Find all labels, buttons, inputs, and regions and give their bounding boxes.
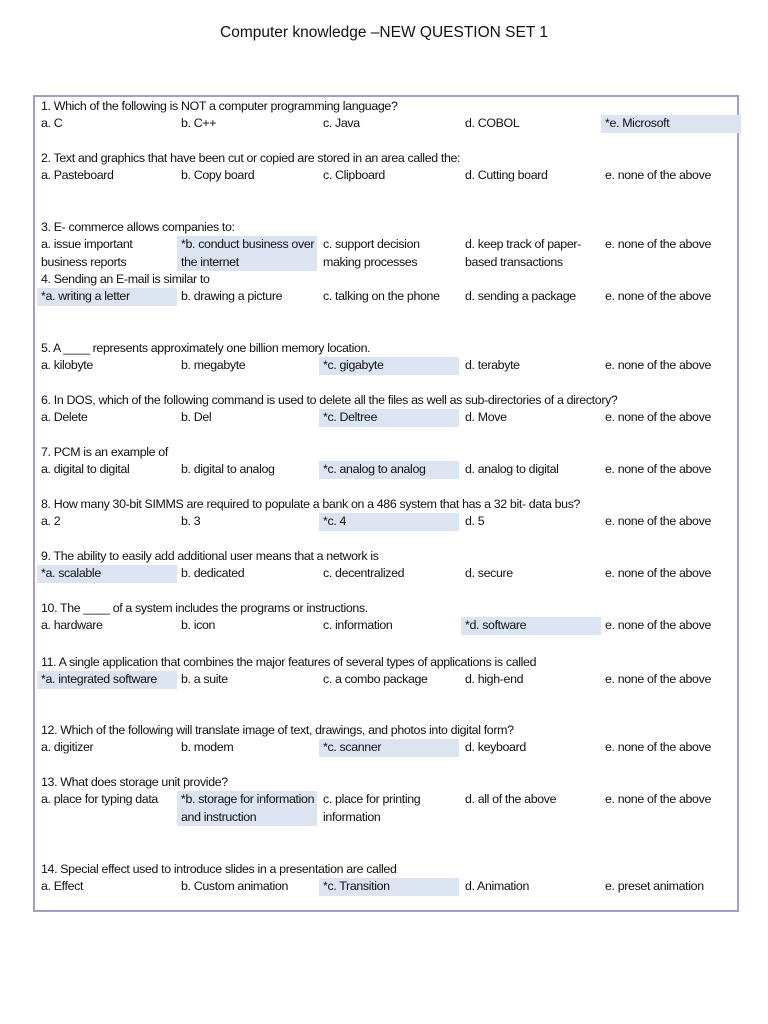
answer-option: d. Animation	[465, 879, 529, 893]
answer-option: a. C	[41, 116, 63, 130]
answer-option: d. terabyte	[465, 358, 520, 372]
correct-answer-option: *c. scanner	[319, 739, 459, 757]
question-text: 3. E- commerce allows companies to:	[41, 220, 235, 234]
question-text: 11. A single application that combines the major features of several types of applications is called	[41, 655, 537, 669]
question-text: 8. How many 30-bit SIMMS are required to populate a bank on a 486 system that has a 32 bit- data bus?	[41, 497, 581, 511]
correct-answer-option: *a. integrated software	[37, 671, 177, 689]
answer-option: b. Copy board	[181, 168, 255, 182]
question-text: 10. The ____ of a system includes the programs or instructions.	[41, 601, 368, 615]
question-text: 14. Special effect used to introduce slides in a presentation are called	[41, 862, 397, 876]
question-table	[33, 95, 739, 912]
answer-option: b. Del	[181, 410, 212, 424]
answer-option: e. none of the above	[605, 566, 711, 580]
answer-option: d. sending a package	[465, 289, 576, 303]
answer-option: c. Java	[323, 116, 360, 130]
answer-option: d. 5	[465, 514, 485, 528]
answer-option: c. Clipboard	[323, 168, 385, 182]
answer-option: e. none of the above	[605, 462, 711, 476]
question-text: 13. What does storage unit provide?	[41, 775, 228, 789]
answer-option: b. digital to analog	[181, 462, 275, 476]
correct-answer-option: *c. 4	[319, 513, 459, 531]
answer-option: c. place for printing information	[323, 792, 421, 824]
answer-option: d. analog to digital	[465, 462, 559, 476]
answer-option: b. drawing a picture	[181, 289, 283, 303]
answer-option: e. none of the above	[605, 740, 711, 754]
answer-option: b. C++	[181, 116, 217, 130]
answer-option: a. kilobyte	[41, 358, 93, 372]
question-text: 12. Which of the following will translate image of text, drawings, and photos into digital form?	[41, 723, 514, 737]
answer-option: e. none of the above	[605, 514, 711, 528]
question-text: 6. In DOS, which of the following command is used to delete all the files as well as sub-directories of a directory?	[41, 393, 618, 407]
answer-option: a. issue important business reports	[41, 237, 133, 269]
answer-option: b. Custom animation	[181, 879, 288, 893]
answer-option: b. modem	[181, 740, 234, 754]
page-title: Computer knowledge –NEW QUESTION SET 1	[220, 24, 548, 41]
question-text: 5. A ____ represents approximately one billion memory location.	[41, 341, 371, 355]
answer-option: e. none of the above	[605, 410, 711, 424]
answer-option: c. decentralized	[323, 566, 405, 580]
answer-option: d. COBOL	[465, 116, 520, 130]
answer-option: a. Delete	[41, 410, 88, 424]
answer-option: e. none of the above	[605, 672, 711, 686]
answer-option: c. information	[323, 618, 393, 632]
correct-answer-option: *c. Transition	[319, 878, 459, 896]
correct-answer-option: *c. gigabyte	[319, 357, 459, 375]
correct-answer-option: *d. software	[461, 617, 601, 635]
answer-option: a. hardware	[41, 618, 103, 632]
answer-option: e. none of the above	[605, 358, 711, 372]
answer-option: a. digitizer	[41, 740, 94, 754]
correct-answer-option: *a. scalable	[37, 565, 177, 583]
answer-option: e. none of the above	[605, 289, 711, 303]
answer-option: c. support decision making processes	[323, 237, 420, 269]
answer-option: b. a suite	[181, 672, 228, 686]
answer-option: e. preset animation	[605, 879, 704, 893]
answer-option: b. 3	[181, 514, 201, 528]
answer-option: b. icon	[181, 618, 216, 632]
question-text: 2. Text and graphics that have been cut or copied are stored in an area called the:	[41, 151, 461, 165]
correct-answer-option: *c. Deltree	[319, 409, 459, 427]
question-text: 4. Sending an E-mail is similar to	[41, 272, 210, 286]
answer-option: e. none of the above	[605, 168, 711, 182]
answer-option: d. all of the above	[465, 792, 557, 806]
answer-option: e. none of the above	[605, 237, 711, 251]
correct-answer-option: *b. storage for information and instruction	[177, 791, 317, 826]
answer-option: d. secure	[465, 566, 513, 580]
answer-option: b. dedicated	[181, 566, 245, 580]
answer-option: d. high-end	[465, 672, 524, 686]
correct-answer-option: *b. conduct business over the internet	[177, 236, 317, 271]
question-text: 1. Which of the following is NOT a computer programming language?	[41, 99, 398, 113]
question-text: 9. The ability to easily add additional user means that a network is	[41, 549, 379, 563]
answer-option: d. Cutting board	[465, 168, 548, 182]
answer-option: c. a combo package	[323, 672, 428, 686]
answer-option: a. 2	[41, 514, 61, 528]
answer-option: e. none of the above	[605, 618, 711, 632]
answer-option: c. talking on the phone	[323, 289, 440, 303]
answer-option: d. Move	[465, 410, 507, 424]
answer-option: a. Effect	[41, 879, 84, 893]
answer-option: e. none of the above	[605, 792, 711, 806]
answer-option: a. digital to digital	[41, 462, 130, 476]
answer-option: d. keyboard	[465, 740, 526, 754]
answer-option: d. keep track of paper-based transactions	[465, 237, 581, 269]
answer-option: b. megabyte	[181, 358, 246, 372]
correct-answer-option: *e. Microsoft	[601, 115, 741, 133]
question-text: 7. PCM is an example of	[41, 445, 168, 459]
correct-answer-option: *c. analog to analog	[319, 461, 459, 479]
answer-option: a. Pasteboard	[41, 168, 114, 182]
correct-answer-option: *a. writing a letter	[37, 288, 177, 306]
answer-option: a. place for typing data	[41, 792, 158, 806]
